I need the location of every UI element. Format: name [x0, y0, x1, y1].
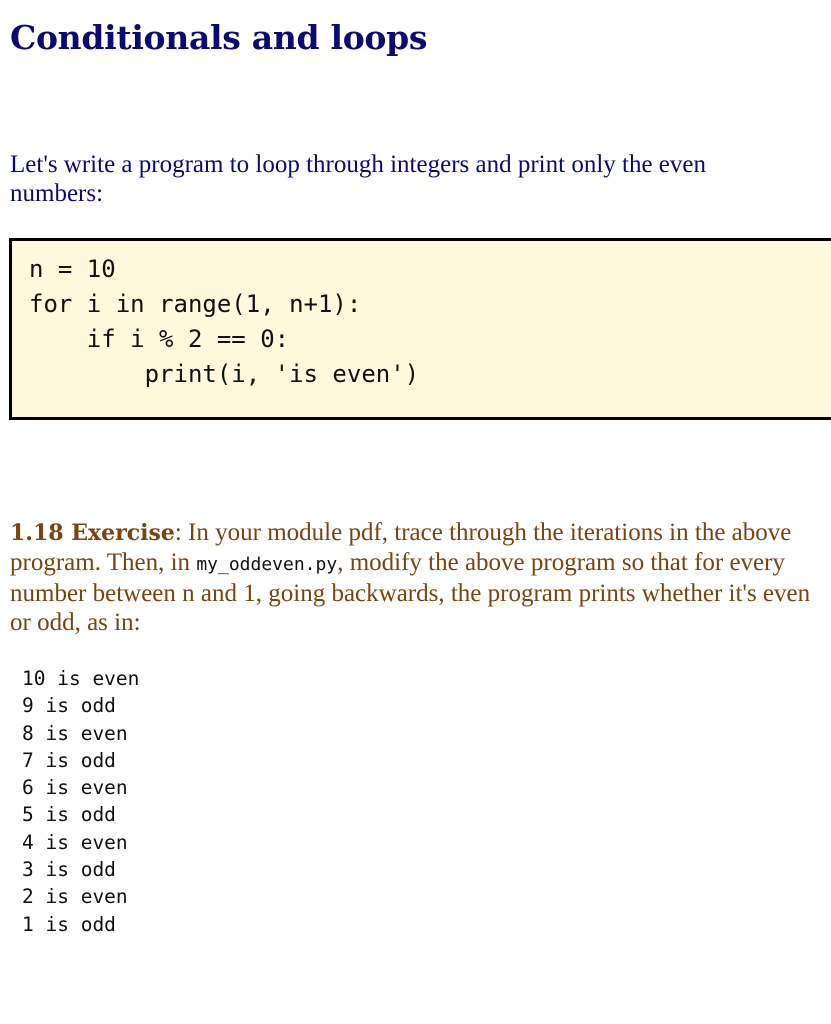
code-line: for i in range(1, n+1):: [29, 290, 362, 318]
exercise-label: 1.18 Exercise: [10, 520, 175, 546]
exercise-filename: my_oddeven.py: [196, 554, 338, 575]
output-line: 9 is odd: [22, 694, 116, 718]
output-line: 2 is even: [22, 885, 128, 909]
sample-output: [22, 665, 139, 938]
output-line: 6 is even: [22, 776, 128, 800]
output-line: 4 is even: [22, 830, 128, 854]
code-line: if i % 2 == 0:: [29, 325, 290, 353]
exercise-paragraph: [10, 518, 820, 637]
code-text: [29, 252, 419, 392]
page-title: Conditionals and loops: [10, 18, 428, 57]
exercise-text: : In your module pdf, trace through the iterations in the above program. Then, in: [10, 519, 792, 576]
code-line: print(i, 'is even'): [29, 360, 420, 388]
output-line: 10 is even: [22, 667, 140, 690]
output-line: 7 is odd: [22, 748, 116, 772]
code-block: [9, 238, 831, 420]
output-line: 5 is odd: [22, 803, 116, 827]
code-line: n = 10: [29, 255, 116, 283]
output-line: 1 is odd: [22, 912, 116, 936]
output-line: 3 is odd: [22, 858, 116, 882]
output-line: 8 is even: [22, 721, 128, 745]
intro-paragraph: Let's write a program to loop through integers and print only the even numbers:: [10, 151, 706, 207]
exercise-text: , modify the above program so that for every number between n and 1, going backwards, the program prints whether it's even or odd, as in:: [10, 549, 811, 636]
